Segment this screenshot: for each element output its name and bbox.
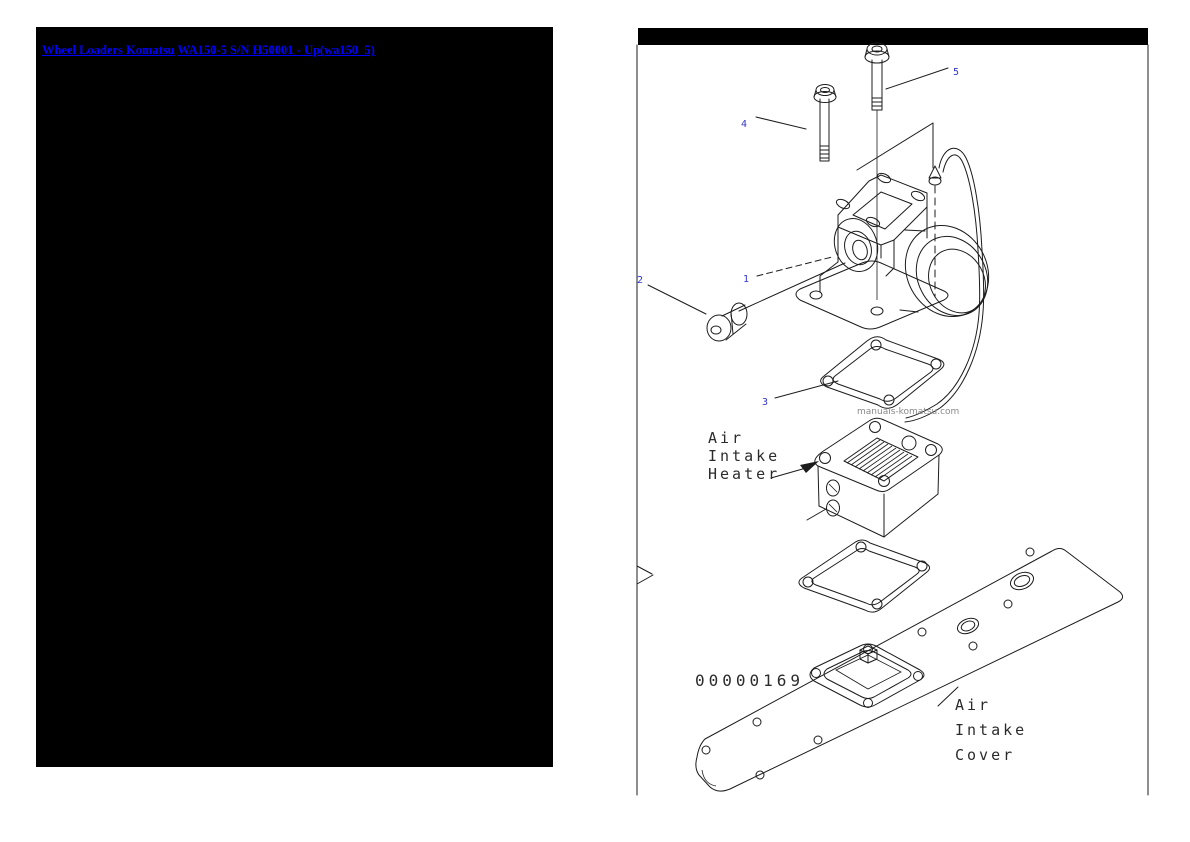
breadcrumb-link-category[interactable]: Wheel Loaders Komatsu [42, 43, 175, 57]
diagram-text [695, 407, 1027, 764]
partial-gasket-left-edge [637, 566, 653, 584]
heater-caption-line2: Intake [708, 447, 781, 465]
cover-caption-line1: Air [955, 696, 992, 714]
air-intake-cover-plate [696, 548, 1123, 791]
cover-caption-line2: Intake [955, 721, 1028, 739]
part-label-2: 2 [637, 275, 644, 286]
breadcrumb-link-model[interactable]: WA150-5 S/N H50001 - Up(wa150_5) [177, 43, 375, 57]
part-label-5: 5 [953, 67, 960, 78]
part-label-3: 3 [762, 397, 769, 408]
watermark: manuals-komatsu.com [857, 407, 960, 417]
part-number-labels [637, 67, 959, 408]
air-intake-heater-box [807, 418, 942, 537]
spacer-part-2 [707, 303, 747, 341]
bolt-part-4 [814, 85, 836, 162]
heater-caption-line1: Air [708, 429, 745, 447]
gasket-lower [799, 540, 930, 612]
heater-caption-line3: Heater [708, 465, 781, 483]
part-label-4: 4 [741, 119, 748, 130]
part-label-1: 1 [743, 274, 750, 285]
gasket-upper [821, 337, 944, 409]
cover-caption-line3: Cover [955, 746, 1016, 764]
air-connector-housing [796, 171, 1004, 331]
figure-number: 00000169 [695, 671, 805, 690]
